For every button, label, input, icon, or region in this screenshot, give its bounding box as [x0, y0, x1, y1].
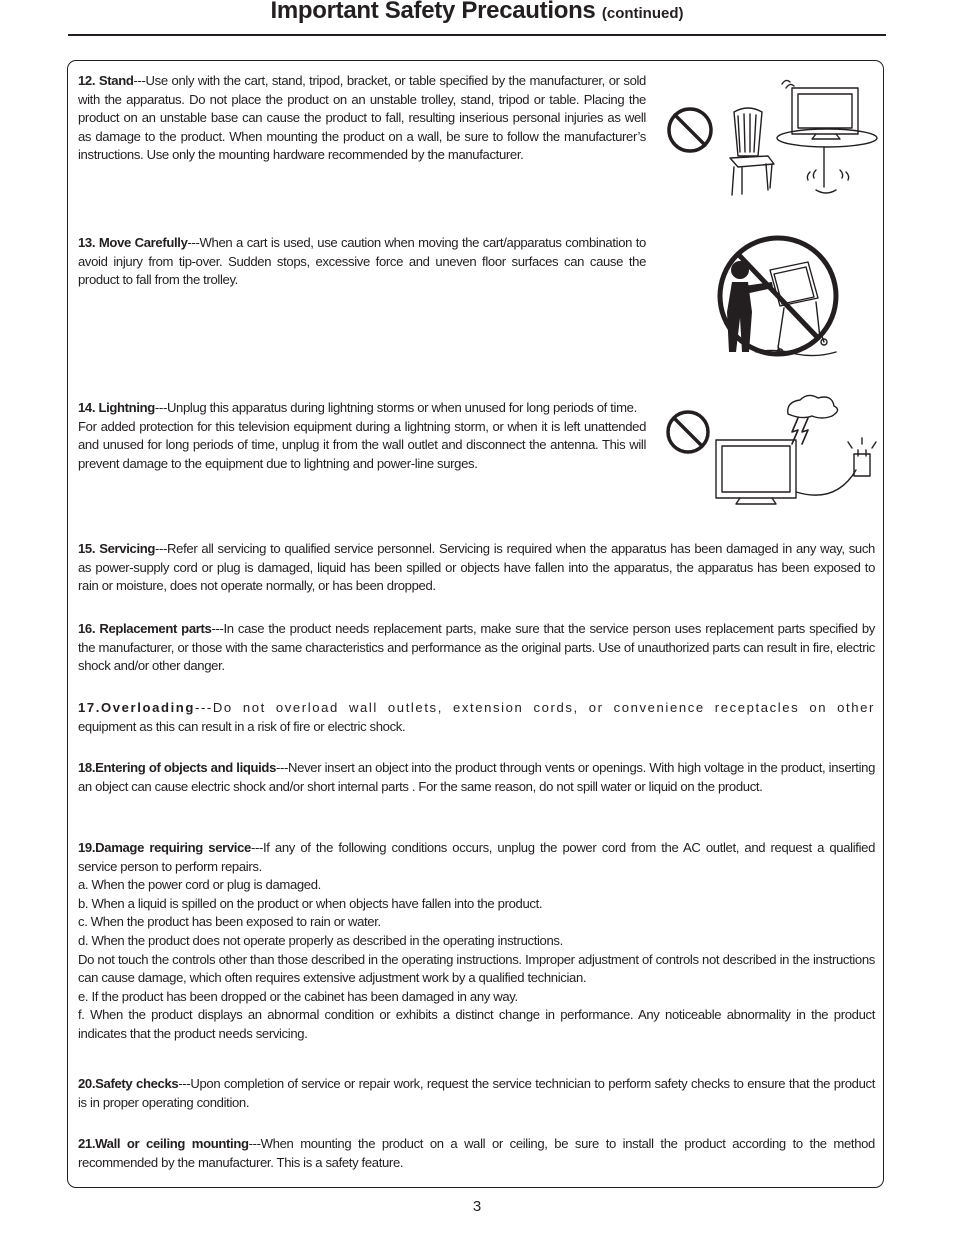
- section-heading: 13. Move Carefully: [78, 235, 188, 250]
- section-wall-mounting: [78, 1135, 875, 1172]
- section-text: ---Never insert an object into the product through vents or openings. With high voltage in the product, inserting an object can cause electric shock and/or short internal parts . For the same reason, do not spill water or liquid on the product.: [78, 760, 875, 794]
- section-text: ---Unplug this apparatus during lightning storms or when unused for long periods of time.: [154, 400, 637, 415]
- section-safety-checks: [78, 1075, 875, 1112]
- section-text: ---When mounting the product on a wall or ceiling, be sure to install the product according to the method recommended by the manufacturer. This is a safety feature.: [78, 1136, 875, 1170]
- title-continued: (continued): [601, 5, 684, 22]
- unstable-stand-illustration: [664, 72, 884, 204]
- page-number: 3: [472, 1198, 482, 1215]
- section-text: ---Upon completion of service or repair work, request the service technician to perform safety checks to ensure that the product is in proper operating condition.: [78, 1076, 875, 1110]
- list-item: f. When the product displays an abnormal condition or exhibits a distinct change in performance. Any noticeable abnormality in the product indicates that the product needs servicing.: [78, 1007, 875, 1041]
- section-text-2: equipment as this can result in a risk of fire or electric shock.: [78, 718, 406, 734]
- section-damage-service: [78, 839, 875, 1044]
- section-text: ---If any of the following conditions occurs, unplug the power cord from the AC outlet, and request a qualified service person to perform repairs.: [78, 840, 876, 874]
- section-heading: 16. Replacement parts: [78, 621, 212, 636]
- section-heading: 12. Stand: [78, 73, 134, 88]
- list-item: e. If the product has been dropped or the cabinet has been damaged in any way.: [78, 988, 518, 1004]
- section-overloading: [78, 699, 875, 736]
- list-item: c. When the product has been exposed to rain or water.: [78, 914, 381, 930]
- section-heading: 18.Entering of objects and liquids: [78, 760, 277, 775]
- lightning-illustration: [664, 392, 884, 512]
- section-entering-objects: [78, 759, 875, 796]
- page-title: [0, 0, 954, 31]
- section-text: ---Refer all servicing to qualified service personnel. Servicing is required when the apparatus has been damaged in any way, such as power-supply cord or plug is damaged, liquid has been spilled or objects have fallen into the apparatus, the apparatus has been exposed to rain or moisture, does not operate normally, or has been dropped.: [78, 541, 875, 594]
- section-text: ---In case the product needs replacement parts, make sure that the service person uses replacement parts specified by the manufacturer, or those with the same characteristics and performance as the original parts. Use of unauthorized parts can result in fire, electric shock and/or other danger.: [78, 621, 875, 674]
- prohibition-icon: [668, 412, 708, 452]
- section-replacement-parts: [78, 620, 875, 676]
- section-heading: 19.Damage requiring service: [78, 840, 251, 855]
- section-text: ---Do not overload wall outlets, extension cords, or convenience receptacles on other: [195, 700, 875, 715]
- list-item: d. When the product does not operate properly as described in the operating instructions.: [78, 932, 563, 948]
- section-lightning: [78, 399, 646, 473]
- section-text-2: For added protection for this television equipment during a lightning storm, or when it is left unattended and unused for long periods of time, unplug it from the wall outlet and disconnect the antenna. This will prevent damage to the equipment due to lightning and power-line surges.: [78, 418, 646, 471]
- section-heading: 15. Servicing: [78, 541, 156, 556]
- section-heading: 14. Lightning: [78, 400, 155, 415]
- list-item: a. When the power cord or plug is damaged.: [78, 877, 321, 893]
- section-text: ---When a cart is used, use caution when moving the cart/apparatus combination to avoid injury from tip-over. Sudden stops, excessive force and uneven floor surfaces can cause the product to fall from the trolley.: [78, 235, 646, 288]
- section-servicing: [78, 540, 875, 596]
- spark-icon: [848, 438, 876, 448]
- cart-tipover-illustration: [712, 228, 848, 370]
- cloud-icon: [788, 395, 838, 418]
- section-heading: 21.Wall or ceiling mounting: [78, 1136, 249, 1151]
- list-item: b. When a liquid is spilled on the product or when objects have fallen into the product.: [78, 895, 543, 911]
- title-text: Important Safety Precautions: [270, 0, 596, 24]
- list-item: Do not touch the controls other than those described in the operating instructions. Improper adjustment of controls not described in the instructions can cause damage, which often requires extensive adjustment work by a qualified technician.: [78, 951, 875, 986]
- section-stand: [78, 72, 646, 165]
- section-move-carefully: [78, 234, 646, 290]
- section-text: ---Use only with the cart, stand, tripod, bracket, or table specified by the manufacturer, or sold with the apparatus. Do not place the product on an unstable trolley, stand, tripod or table. Placing the product on an unstable base can cause the product to fall, resulting inserious personal injuries as well as damage to the product. When mounting the product on a wall, be sure to follow the manufacturer’s instructions. Use only the mounting hardware recommended by the manufacturer.: [78, 73, 646, 163]
- prohibition-icon: [669, 109, 711, 151]
- title-underline: [68, 34, 886, 36]
- section-heading: 17.Overloading: [78, 700, 195, 715]
- section-heading: 20.Safety checks: [78, 1076, 179, 1091]
